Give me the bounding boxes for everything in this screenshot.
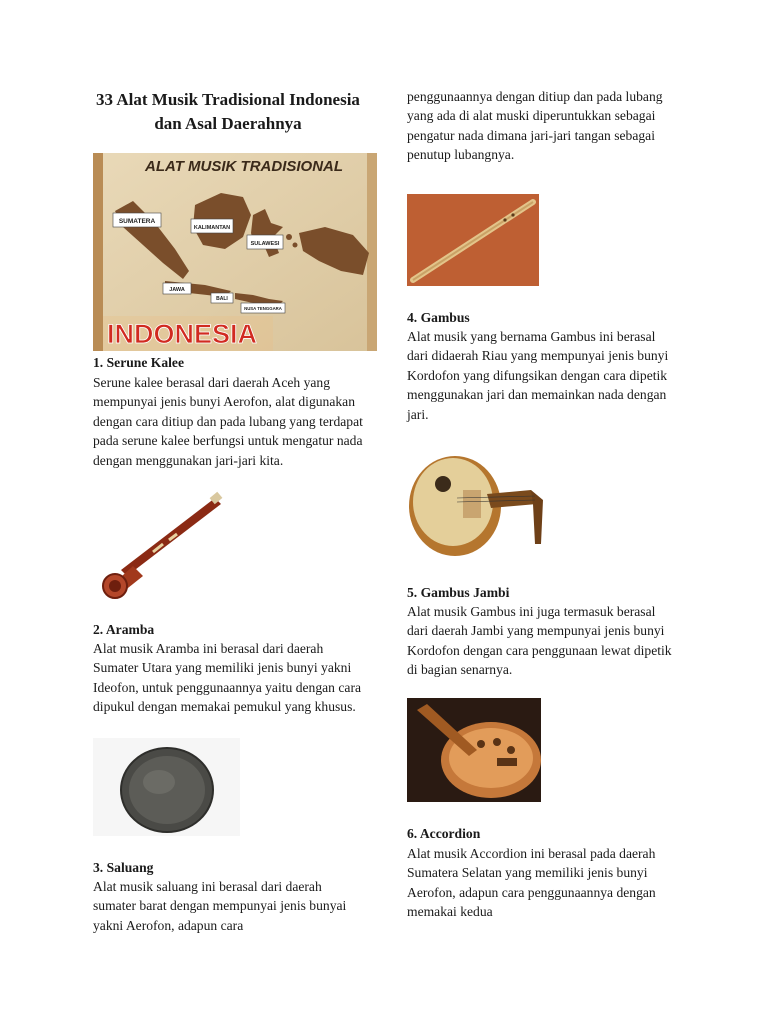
section-body-gambus: Alat musik yang bernama Gambus ini berasal dari didaerah Riau yang mempunyai jenis bunyi Kordofon yang difungsikan dengan cara dipetik menggunakan jari dan memainkan nada dengan jari.: [407, 329, 669, 422]
indonesia-map-image: [93, 153, 377, 351]
section-heading-accordion: 6. Accordion: [407, 826, 481, 841]
saluang-illustration: [407, 194, 539, 286]
section-heading-saluang: 3. Saluang: [93, 860, 154, 875]
page-title: 33 Alat Musik Tradisional Indonesia dan Asal Daerahnya: [96, 90, 360, 133]
region-label: NUSA TENGGARA: [244, 306, 282, 311]
region-label: BALI: [216, 296, 228, 302]
region-label: JAWA: [169, 287, 185, 293]
region-label: KALIMANTAN: [193, 225, 231, 231]
saluang-image: [407, 194, 539, 286]
section-body-serune-kalee: Serune kalee berasal dari daerah Aceh yang mempunyai jenis bunyi Aerofon, alat digunakan dengan cara ditiup dan pada lubang yang terdapat pada serune kalee berfungsi untuk mengatur nada dengan menggunakan jari-jari kita.: [93, 375, 363, 468]
aramba-gong-image: [93, 738, 240, 836]
section-heading-aramba: 2. Aramba: [93, 622, 155, 637]
aramba-gong-illustration: [93, 738, 240, 836]
gambus-jambi-illustration: [407, 698, 541, 802]
section-heading-serune-kalee: 1. Serune Kalee: [93, 355, 184, 370]
section-heading-gambus: 4. Gambus: [407, 310, 470, 325]
serune-kalee-illustration: [93, 490, 231, 602]
section-body-saluang: Alat musik saluang ini berasal dari daerah sumater barat dengan mempunyai jenis bunyai yakni Aerofon, adapun cara: [93, 879, 347, 933]
map-heading: ALAT MUSIK TRADISIONAL: [145, 158, 344, 175]
section-body-accordion: Alat musik Accordion ini berasal pada daerah Sumatera Selatan yang memiliki jenis bunyi Aerofon, adapun cara penggunaannya dengan memakai kedua: [407, 846, 656, 920]
serune-kalee-image: [93, 490, 231, 602]
section-heading-gambus-jambi: 5. Gambus Jambi: [407, 585, 510, 600]
region-label: SUMATERA: [118, 218, 156, 225]
map-illustration: [93, 153, 377, 351]
region-label: SULAWESI: [250, 241, 280, 247]
section-body-saluang-continued: penggunaannya dengan ditiup dan pada lubang yang ada di alat muski diperuntukkan sebagai pengatur nada dimana jari-jari tangan sebagai penutup lubangnya.: [407, 89, 663, 163]
section-body-gambus-jambi: Alat musik Gambus ini juga termasuk berasal dari daerah Jambi yang mempunyai jenis bunyi Kordofon dengan cara penggunaan lewat dipetik di bagian senarnya.: [407, 604, 672, 678]
gambus-illustration: [407, 444, 557, 560]
section-body-aramba: Alat musik Aramba ini berasal dari daerah Sumater Utara yang memiliki jenis bunyi yakni Ideofon, untuk penggunaannya yaitu dengan cara dipukul dengan memakai pemukul yang khusus.: [93, 641, 361, 715]
gambus-image: [407, 444, 557, 560]
gambus-jambi-image: [407, 698, 541, 802]
map-country-label: INDONESIA: [107, 319, 258, 349]
